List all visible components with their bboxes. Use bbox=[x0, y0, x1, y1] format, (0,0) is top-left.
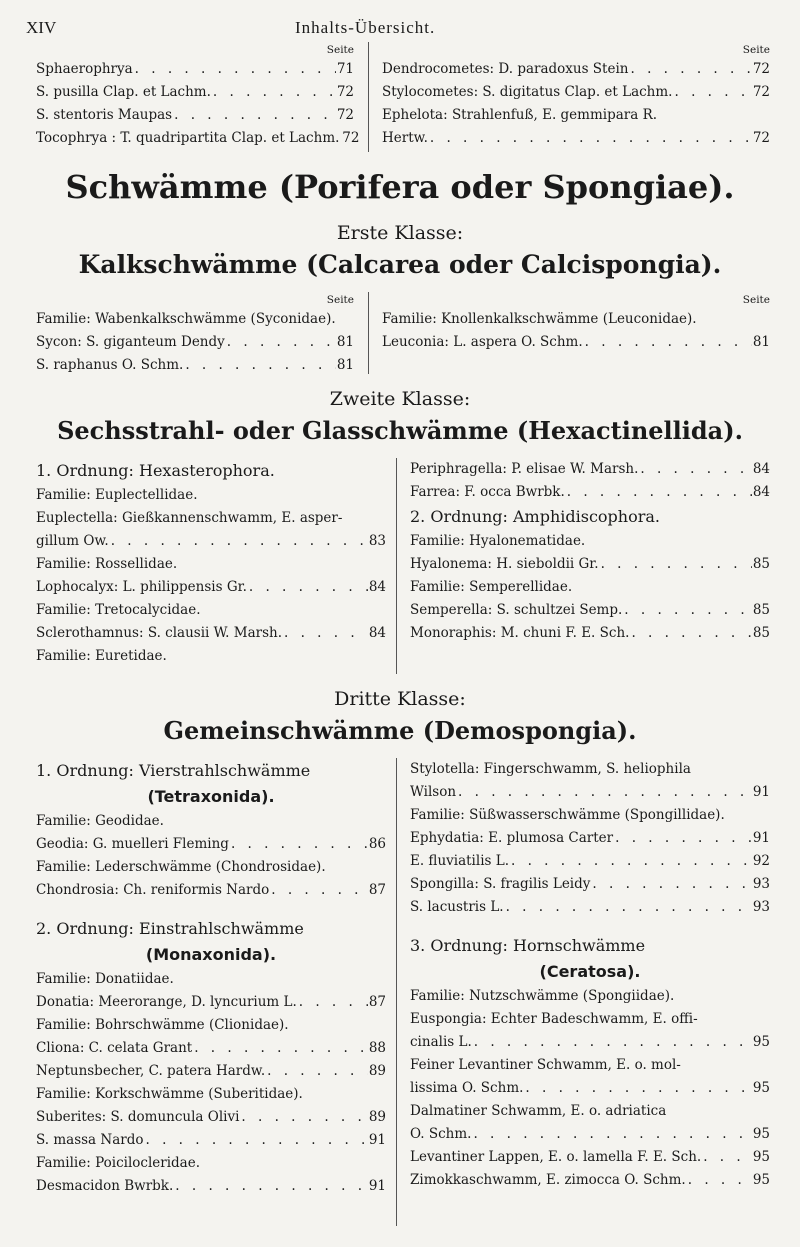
leader-dots bbox=[472, 1031, 752, 1054]
entry-text: E. fluviatilis L. bbox=[410, 853, 509, 869]
toc-entry bbox=[410, 481, 770, 504]
page-ref: 87 bbox=[368, 882, 386, 898]
order-heading: 3. Ordnung: Hornschwämme bbox=[410, 936, 646, 955]
toc-entry bbox=[36, 81, 354, 104]
page-ref: 72 bbox=[336, 107, 354, 123]
leader-dots bbox=[109, 530, 368, 553]
toc-line: Familie: Hyalonematidae. bbox=[410, 533, 586, 549]
toc-line: Familie: Korkschwämme (Suberitidae). bbox=[36, 1086, 303, 1102]
leader-dots bbox=[509, 850, 752, 873]
toc-line: Familie: Nutzschwämme (Spongiidae). bbox=[410, 988, 675, 1004]
order-subheading: (Tetraxonida). bbox=[147, 787, 275, 806]
toc-entry bbox=[410, 458, 770, 481]
toc-line: Dalmatiner Schwamm, E. o. adriatica bbox=[410, 1103, 667, 1119]
leader-dots bbox=[225, 331, 336, 354]
leader-dots bbox=[428, 127, 752, 150]
page-ref: 91 bbox=[368, 1178, 386, 1194]
class3-right-column bbox=[410, 758, 770, 1192]
toc-entry bbox=[410, 896, 770, 919]
leader-dots bbox=[239, 1106, 368, 1129]
entry-text: S. massa Nardo bbox=[36, 1132, 144, 1148]
order-heading: 2. Ordnung: Einstrahlschwämme bbox=[36, 919, 304, 938]
entry-text: Farrea: F. occa Bwrbk. bbox=[410, 484, 565, 500]
class-label: Dritte Klasse: bbox=[334, 688, 466, 710]
leader-dots bbox=[282, 622, 368, 645]
class-label: Zweite Klasse: bbox=[329, 388, 471, 410]
page-ref: 81 bbox=[752, 334, 770, 350]
page-ref: 91 bbox=[752, 784, 770, 800]
page-ref: 84 bbox=[368, 579, 386, 595]
page-ref: 72 bbox=[752, 61, 770, 77]
toc-entry bbox=[410, 1123, 770, 1146]
section-title: Schwämme (Porifera oder Spongiae). bbox=[65, 168, 735, 206]
leader-dots bbox=[686, 1169, 752, 1192]
toc-line: Familie: Rossellidae. bbox=[36, 556, 178, 572]
toc-entry bbox=[382, 58, 770, 81]
class-label: Erste Klasse: bbox=[336, 222, 464, 244]
class-title: Sechsstrahl- oder Glasschwämme (Hexactinellida). bbox=[57, 416, 743, 445]
toc-entry bbox=[382, 81, 770, 104]
entry-text: Periphragella: P. elisae W. Marsh. bbox=[410, 461, 639, 477]
page-ref: 93 bbox=[752, 876, 770, 892]
page-ref: 95 bbox=[752, 1149, 770, 1165]
toc-entry bbox=[36, 1106, 386, 1129]
page-ref: 85 bbox=[752, 602, 770, 618]
toc-line: Familie: Wabenkalkschwämme (Syconidae). bbox=[36, 311, 336, 327]
running-title: Inhalts-Übersicht. bbox=[295, 18, 436, 37]
entry-text: Wilson bbox=[410, 784, 457, 800]
entry-text: Sphaerophrya bbox=[36, 61, 133, 77]
toc-entry bbox=[36, 833, 386, 856]
spacer bbox=[410, 919, 770, 933]
toc-line: Familie: Tretocalycidae. bbox=[36, 602, 201, 618]
toc-line: Familie: Euretidae. bbox=[36, 648, 167, 664]
class-title: Kalkschwämme (Calcarea oder Calcispongia). bbox=[78, 250, 722, 279]
order-heading: 1. Ordnung: Hexasterophora. bbox=[36, 461, 275, 480]
toc-entry bbox=[36, 1060, 386, 1083]
class-title: Gemeinschwämme (Demospongia). bbox=[163, 716, 637, 745]
class2-left-column bbox=[36, 458, 386, 668]
running-header bbox=[0, 12, 800, 38]
entry-text: Zimokkaschwamm, E. zimocca O. Schm. bbox=[410, 1172, 686, 1188]
toc-entry bbox=[36, 104, 354, 127]
toc-entry bbox=[410, 1169, 770, 1192]
entry-text: Suberites: S. domuncula Olivi bbox=[36, 1109, 240, 1125]
entry-text: Ephydatia: E. plumosa Carter bbox=[410, 830, 614, 846]
toc-line: Familie: Euplectellidae. bbox=[36, 487, 198, 503]
toc-line: Familie: Bohrschwämme (Clionidae). bbox=[36, 1017, 289, 1033]
page-ref: 95 bbox=[752, 1126, 770, 1142]
page-ref: 72 bbox=[752, 130, 770, 146]
page-ref: 72 bbox=[336, 84, 354, 100]
leader-dots bbox=[192, 1037, 368, 1060]
order-subheading: (Monaxonida). bbox=[145, 945, 277, 964]
leader-dots bbox=[211, 81, 336, 104]
entry-text: Lophocalyx: L. philippensis Gr. bbox=[36, 579, 247, 595]
toc-entry bbox=[410, 1031, 770, 1054]
leader-dots bbox=[471, 1123, 752, 1146]
page-ref: 72 bbox=[752, 84, 770, 100]
toc-entry bbox=[382, 331, 770, 354]
entry-text: Geodia: G. muelleri Fleming bbox=[36, 836, 229, 852]
toc-entry bbox=[410, 781, 770, 804]
leader-dots bbox=[183, 354, 336, 377]
toc-entry bbox=[36, 530, 386, 553]
page-ref: 81 bbox=[336, 357, 354, 373]
seite-label: Seite bbox=[742, 44, 770, 56]
seite-label: Seite bbox=[742, 294, 770, 306]
toc-entry bbox=[36, 331, 354, 354]
page-ref: 84 bbox=[752, 484, 770, 500]
page-ref: 95 bbox=[752, 1080, 770, 1096]
leader-dots bbox=[583, 331, 752, 354]
toc-entry bbox=[410, 553, 770, 576]
leader-dots bbox=[622, 599, 752, 622]
entry-text: Monoraphis: M. chuni F. E. Sch. bbox=[410, 625, 630, 641]
entry-text: Hyalonema: H. sieboldii Gr. bbox=[410, 556, 599, 572]
toc-entry bbox=[410, 1146, 770, 1169]
entry-text: O. Schm. bbox=[410, 1126, 472, 1142]
entry-text: Cliona: C. celata Grant bbox=[36, 1040, 193, 1056]
toc-entry bbox=[36, 991, 386, 1014]
toc-entry bbox=[410, 873, 770, 896]
page-ref: 89 bbox=[368, 1063, 386, 1079]
leader-dots bbox=[173, 1175, 368, 1198]
toc-line: Euplectella: Gießkannenschwamm, E. asper- bbox=[36, 510, 343, 526]
page-ref: 81 bbox=[336, 334, 354, 350]
entry-text: S. stentoris Maupas bbox=[36, 107, 173, 123]
order-heading: 1. Ordnung: Vierstrahlschwämme bbox=[36, 761, 311, 780]
toc-entry bbox=[36, 576, 386, 599]
page-ref: 72 bbox=[342, 130, 360, 146]
entry-text: Sclerothamnus: S. clausii W. Marsh. bbox=[36, 625, 282, 641]
entry-text: Sycon: S. giganteum Dendy bbox=[36, 334, 225, 350]
top-right-column bbox=[382, 42, 770, 150]
toc-entry bbox=[382, 127, 770, 150]
page-ref: 85 bbox=[752, 625, 770, 641]
leader-dots bbox=[172, 104, 336, 127]
page-ref: 86 bbox=[368, 836, 386, 852]
leader-dots bbox=[701, 1146, 752, 1169]
entry-text: Spongilla: S. fragilis Leidy bbox=[410, 876, 591, 892]
order-subheading: (Ceratosa). bbox=[539, 962, 641, 981]
entry-text: Neptunsbecher, C. patera Hardw. bbox=[36, 1063, 266, 1079]
entry-list bbox=[36, 308, 354, 377]
entry-text: Levantiner Lappen, E. o. lamella F. E. Sch. bbox=[410, 1149, 702, 1165]
leader-dots bbox=[629, 622, 752, 645]
entry-text: S. lacustris L. bbox=[410, 899, 504, 915]
column-divider bbox=[368, 42, 369, 152]
toc-line: Familie: Semperellidae. bbox=[410, 579, 573, 595]
toc-entry bbox=[410, 850, 770, 873]
class1-right-column bbox=[382, 292, 770, 354]
toc-entry bbox=[410, 622, 770, 645]
leader-dots bbox=[247, 576, 368, 599]
entry-text: Desmacidon Bwrbk. bbox=[36, 1178, 174, 1194]
leader-dots bbox=[504, 896, 752, 919]
entry-text: Tocophrya : T. quadripartita Clap. et Lachm. bbox=[36, 130, 340, 146]
toc-entry bbox=[410, 599, 770, 622]
class3-left-column bbox=[36, 758, 386, 1198]
seite-label: Seite bbox=[326, 294, 354, 306]
toc-entry bbox=[36, 1129, 386, 1152]
page-ref: 91 bbox=[368, 1132, 386, 1148]
page-ref: 95 bbox=[752, 1172, 770, 1188]
toc-line: Familie: Süßwasserschwämme (Spongillidae). bbox=[410, 807, 725, 823]
spacer bbox=[36, 902, 386, 916]
entry-text: gillum Ow. bbox=[36, 533, 109, 549]
entry-list bbox=[410, 458, 770, 645]
leader-dots bbox=[523, 1077, 752, 1100]
page-ref: 95 bbox=[752, 1034, 770, 1050]
column-divider bbox=[368, 292, 369, 374]
page-ref: 84 bbox=[752, 461, 770, 477]
entry-text: lissima O. Schm. bbox=[410, 1080, 524, 1096]
toc-entry bbox=[36, 58, 354, 81]
entry-text: Leuconia: L. aspera O. Schm. bbox=[382, 334, 583, 350]
entry-text: Donatia: Meerorange, D. lyncurium L. bbox=[36, 994, 297, 1010]
entry-list bbox=[382, 308, 770, 354]
toc-entry bbox=[36, 127, 360, 150]
toc-entry bbox=[36, 354, 354, 377]
leader-dots bbox=[297, 991, 368, 1014]
entry-list bbox=[36, 458, 386, 668]
leader-dots bbox=[265, 1060, 368, 1083]
class2-right-column bbox=[410, 458, 770, 645]
entry-text: S. raphanus O. Schm. bbox=[36, 357, 184, 373]
entry-text: Chondrosia: Ch. reniformis Nardo bbox=[36, 882, 270, 898]
toc-entry bbox=[410, 1077, 770, 1100]
page-ref: 85 bbox=[752, 556, 770, 572]
entry-list bbox=[382, 58, 770, 150]
toc-line: Stylotella: Fingerschwamm, S. heliophila bbox=[410, 761, 691, 777]
page-ref: 71 bbox=[336, 61, 354, 77]
leader-dots bbox=[456, 781, 752, 804]
page-ref: 91 bbox=[752, 830, 770, 846]
toc-line: Familie: Poicilocleridae. bbox=[36, 1155, 200, 1171]
leader-dots bbox=[599, 553, 752, 576]
entry-list bbox=[36, 758, 386, 1198]
leader-dots bbox=[229, 833, 368, 856]
toc-line: Feiner Levantiner Schwamm, E. o. mol- bbox=[410, 1057, 681, 1073]
column-divider bbox=[396, 758, 397, 1226]
page-number: XIV bbox=[26, 18, 57, 37]
toc-line: Familie: Lederschwämme (Chondrosidae). bbox=[36, 859, 326, 875]
entry-text: Hertw. bbox=[382, 130, 428, 146]
entry-list bbox=[36, 58, 360, 150]
toc-entry bbox=[36, 1037, 386, 1060]
leader-dots bbox=[590, 873, 752, 896]
top-left-column bbox=[36, 42, 360, 150]
entry-text: Stylocometes: S. digitatus Clap. et Lachm. bbox=[382, 84, 673, 100]
entry-text: cinalis L. bbox=[410, 1034, 472, 1050]
page-ref: 87 bbox=[368, 994, 386, 1010]
toc-entry bbox=[410, 827, 770, 850]
toc-line: Ephelota: Strahlenfuß, E. gemmipara R. bbox=[382, 107, 658, 123]
toc-line: Euspongia: Echter Badeschwamm, E. offi- bbox=[410, 1011, 698, 1027]
toc-entry bbox=[36, 879, 386, 902]
seite-label: Seite bbox=[326, 44, 354, 56]
class1-left-column bbox=[36, 292, 354, 377]
toc-line: Familie: Geodidae. bbox=[36, 813, 164, 829]
leader-dots bbox=[613, 827, 752, 850]
order-heading: 2. Ordnung: Amphidiscophora. bbox=[410, 507, 660, 526]
leader-dots bbox=[565, 481, 752, 504]
entry-text: Semperella: S. schultzei Semp. bbox=[410, 602, 623, 618]
toc-line: Familie: Knollenkalkschwämme (Leuconidae). bbox=[382, 311, 697, 327]
toc-entry bbox=[36, 622, 386, 645]
entry-list bbox=[410, 758, 770, 1192]
page-ref: 92 bbox=[752, 853, 770, 869]
entry-text: Dendrocometes: D. paradoxus Stein bbox=[382, 61, 629, 77]
page-ref: 88 bbox=[368, 1040, 386, 1056]
page-ref: 83 bbox=[368, 533, 386, 549]
leader-dots bbox=[133, 58, 336, 81]
column-divider bbox=[396, 458, 397, 674]
entry-text: S. pusilla Clap. et Lachm. bbox=[36, 84, 211, 100]
leader-dots bbox=[143, 1129, 368, 1152]
page-ref: 89 bbox=[368, 1109, 386, 1125]
leader-dots bbox=[672, 81, 752, 104]
toc-line: Familie: Donatiidae. bbox=[36, 971, 174, 987]
page-ref: 93 bbox=[752, 899, 770, 915]
page-ref: 84 bbox=[368, 625, 386, 641]
toc-entry bbox=[36, 1175, 386, 1198]
leader-dots bbox=[638, 458, 752, 481]
leader-dots bbox=[269, 879, 368, 902]
leader-dots bbox=[628, 58, 752, 81]
